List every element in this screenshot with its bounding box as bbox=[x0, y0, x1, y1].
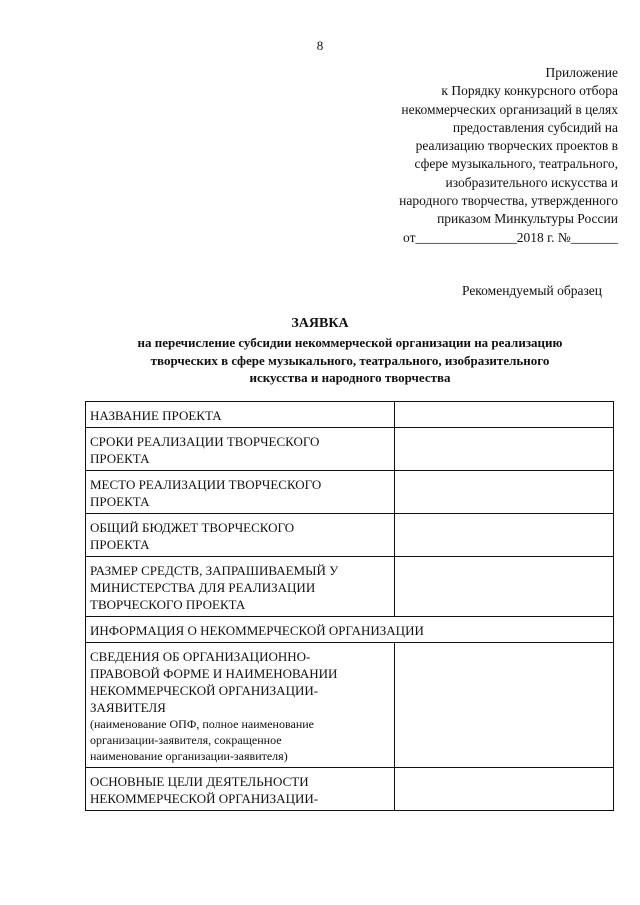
table-row bbox=[86, 768, 614, 811]
appendix-line: реализацию творческих проектов в bbox=[415, 138, 618, 154]
row-label: НАЗВАНИЕ ПРОЕКТА bbox=[86, 402, 395, 428]
appendix-line: к Порядку конкурсного отбора bbox=[441, 83, 618, 99]
row-note: (наименование ОПФ, полное наименование bbox=[90, 717, 314, 731]
row-value-cell[interactable] bbox=[395, 514, 614, 557]
row-label: МЕСТО РЕАЛИЗАЦИИ ТВОРЧЕСКОГО ПРОЕКТА bbox=[86, 471, 395, 514]
row-value-cell[interactable] bbox=[395, 471, 614, 514]
row-label: СРОКИ РЕАЛИЗАЦИИ ТВОРЧЕСКОГО ПРОЕКТА bbox=[86, 428, 395, 471]
row-value-cell[interactable] bbox=[395, 402, 614, 428]
subtitle-line: на перечисление субсидии некоммерческой организации на реализацию bbox=[137, 335, 563, 350]
appendix-line: изобразительного искусства и bbox=[445, 174, 618, 190]
application-form-table bbox=[85, 401, 614, 811]
row-label: ОСНОВНЫЕ ЦЕЛИ ДЕЯТЕЛЬНОСТИ НЕКОММЕРЧЕСКОЙ ОРГАНИЗАЦИИ- bbox=[86, 768, 395, 811]
appendix-line: некоммерческих организаций в целях bbox=[401, 101, 618, 117]
row-value-cell[interactable] bbox=[395, 557, 614, 617]
subtitle-line: творческих в сфере музыкального, театрального, изобразительного bbox=[150, 352, 550, 368]
row-value-cell[interactable] bbox=[395, 428, 614, 471]
appendix-block bbox=[318, 64, 618, 247]
row-note: организации-заявителя, сокращенное bbox=[90, 733, 282, 747]
table-row bbox=[86, 514, 614, 557]
row-note: наименование организации-заявителя) bbox=[90, 749, 288, 763]
row-value-cell[interactable] bbox=[395, 643, 614, 768]
table-row bbox=[86, 643, 614, 768]
appendix-line: предоставления субсидий на bbox=[452, 119, 618, 135]
row-label: СВЕДЕНИЯ ОБ ОРГАНИЗАЦИОННО- ПРАВОВОЙ ФОРМЕ И НАИМЕНОВАНИИ НЕКОММЕРЧЕСКОЙ ОРГАНИЗАЦИИ- ЗАЯВИТЕЛЯ (наименование ОПФ, полное наименование организации-заявителя, сокращенное наименование организации-заявителя) bbox=[86, 643, 395, 768]
table-row bbox=[86, 557, 614, 617]
table-row bbox=[86, 402, 614, 428]
table-row bbox=[86, 471, 614, 514]
row-label: ОБЩИЙ БЮДЖЕТ ТВОРЧЕСКОГО ПРОЕКТА bbox=[86, 514, 395, 557]
document-title: ЗАЯВКА bbox=[291, 316, 349, 331]
row-label: РАЗМЕР СРЕДСТВ, ЗАПРАШИВАЕМЫЙ У МИНИСТЕРСТВА ДЛЯ РЕАЛИЗАЦИИ ТВОРЧЕСКОГО ПРОЕКТА bbox=[86, 557, 395, 617]
appendix-line: народного творчества, утвержденного bbox=[399, 193, 618, 209]
table-section-row bbox=[86, 617, 614, 643]
appendix-line: приказом Минкультуры России bbox=[437, 211, 618, 227]
appendix-line: сфере музыкального, театрального, bbox=[414, 156, 618, 172]
section-header: ИНФОРМАЦИЯ О НЕКОММЕРЧЕСКОЙ ОРГАНИЗАЦИИ bbox=[86, 617, 614, 643]
row-value-cell[interactable] bbox=[395, 768, 614, 811]
document-subtitle bbox=[80, 334, 620, 387]
table-row bbox=[86, 428, 614, 471]
subtitle-line: искусства и народного творчества bbox=[249, 370, 451, 385]
appendix-line: Приложение bbox=[545, 65, 618, 80]
appendix-date-line: от_______________2018 г. №_______ bbox=[403, 229, 618, 245]
sample-label: Рекомендуемый образец bbox=[461, 283, 602, 298]
page-number: 8 bbox=[316, 38, 324, 53]
